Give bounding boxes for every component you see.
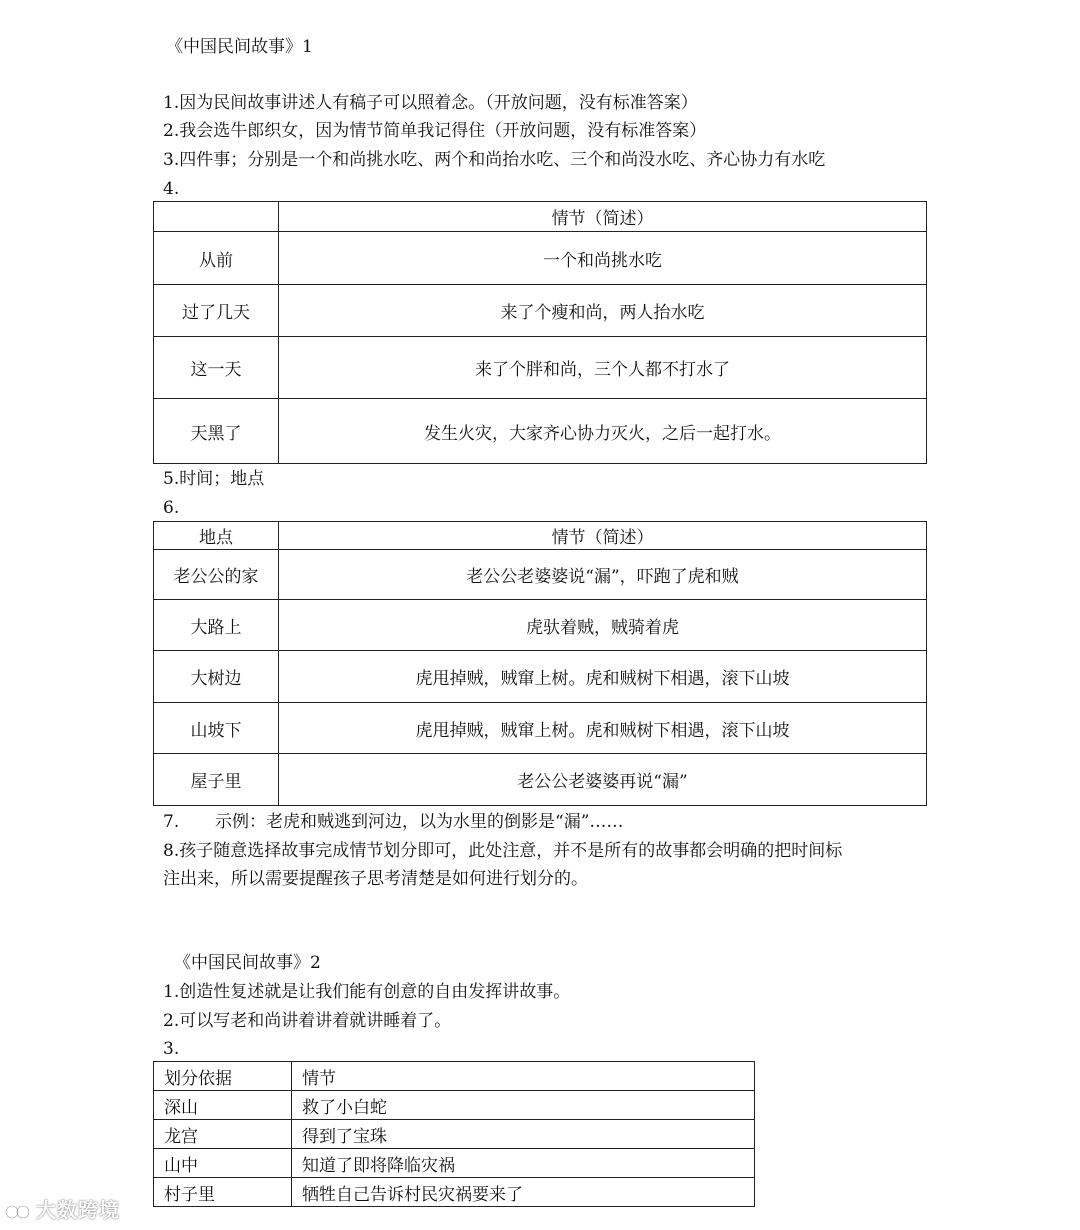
table-row	[154, 600, 927, 651]
table-row	[154, 232, 927, 285]
table-cell-plot: 发生火灾，大家齐心协力灭火，之后一起打水。	[279, 399, 927, 464]
table-header-cell: 地点	[154, 522, 279, 550]
table-cell-time: 天黑了	[154, 399, 279, 464]
table-cell-plot: 虎甩掉贼，贼窜上树。虎和贼树下相遇，滚下山坡	[279, 651, 927, 703]
plot-table-6	[153, 521, 927, 806]
table-header-cell: 情节	[292, 1062, 755, 1091]
answer-2-3-label: 3.	[163, 1039, 180, 1059]
answer-7: 示例：老虎和贼逃到河边，以为水里的倒影是“漏”……	[215, 812, 624, 832]
answer-6-label: 6.	[163, 498, 180, 518]
table-cell-plot: 牺牲自己告诉村民灾祸要来了	[292, 1178, 755, 1207]
watermark-logo-icon	[4, 1201, 32, 1223]
table-header-cell: 情节（简述）	[279, 522, 927, 550]
watermark	[4, 1194, 120, 1223]
table-row	[154, 1091, 755, 1120]
table-cell-time: 从前	[154, 232, 279, 285]
table-row	[154, 1149, 755, 1178]
table-header-cell	[154, 202, 279, 232]
table-cell-plot: 救了小白蛇	[292, 1091, 755, 1120]
table-cell-plot: 得到了宝珠	[292, 1120, 755, 1149]
table-cell-time: 这一天	[154, 337, 279, 399]
table-row	[154, 754, 927, 806]
table-header-row	[154, 202, 927, 232]
table-row	[154, 1178, 755, 1207]
answer-3: 3.四件事；分别是一个和尚挑水吃、两个和尚抬水吃、三个和尚没水吃、齐心协力有水吃	[163, 150, 826, 170]
table-cell-basis: 村子里	[154, 1178, 292, 1207]
table-cell-place: 老公公的家	[154, 550, 279, 600]
plot-table-4	[153, 201, 927, 464]
table-cell-plot: 来了个瘦和尚，两人抬水吃	[279, 285, 927, 337]
table-header-row	[154, 522, 927, 550]
answer-5: 5.时间；地点	[163, 469, 265, 489]
table-cell-basis: 龙宫	[154, 1120, 292, 1149]
table-row	[154, 550, 927, 600]
table-cell-basis: 山中	[154, 1149, 292, 1178]
table-cell-plot: 老公公老婆婆说“漏”，吓跑了虎和贼	[279, 550, 927, 600]
table-header-cell: 划分依据	[154, 1062, 292, 1091]
table-row	[154, 651, 927, 703]
division-table	[153, 1061, 755, 1207]
section1-title: 《中国民间故事》1	[166, 37, 313, 57]
table-row	[154, 337, 927, 399]
table-header-row	[154, 1062, 755, 1091]
table-row	[154, 285, 927, 337]
answer-1: 1.因为民间故事讲述人有稿子可以照着念。（开放问题，没有标准答案）	[163, 93, 698, 113]
table-cell-place: 屋子里	[154, 754, 279, 806]
table-cell-plot: 来了个胖和尚，三个人都不打水了	[279, 337, 927, 399]
table-row	[154, 1120, 755, 1149]
table-header-cell: 情节（简述）	[279, 202, 927, 232]
answer-2-1: 1.创造性复述就是让我们能有创意的自由发挥讲故事。	[163, 982, 571, 1002]
answer-8-line-1: 8.孩子随意选择故事完成情节划分即可，此处注意，并不是所有的故事都会明确的把时间标	[163, 841, 843, 861]
table-cell-basis: 深山	[154, 1091, 292, 1120]
table-cell-plot: 老公公老婆婆再说“漏”	[279, 754, 927, 806]
answer-2-2: 2.可以写老和尚讲着讲着就讲睡着了。	[163, 1011, 452, 1031]
watermark-text: 大数跨境	[36, 1198, 120, 1222]
table-cell-plot: 一个和尚挑水吃	[279, 232, 927, 285]
table-row	[154, 399, 927, 464]
table-cell-place: 大树边	[154, 651, 279, 703]
table-cell-time: 过了几天	[154, 285, 279, 337]
table-cell-place: 山坡下	[154, 703, 279, 754]
table-cell-plot: 虎甩掉贼，贼窜上树。虎和贼树下相遇，滚下山坡	[279, 703, 927, 754]
answer-7-number: 7.	[163, 812, 180, 832]
answer-2: 2.我会选牛郎织女，因为情节简单我记得住（开放问题，没有标准答案）	[163, 121, 707, 141]
table-cell-plot: 虎驮着贼，贼骑着虎	[279, 600, 927, 651]
table-row	[154, 703, 927, 754]
answer-4-label: 4.	[163, 179, 180, 199]
table-cell-plot: 知道了即将降临灾祸	[292, 1149, 755, 1178]
answer-8-line-2: 注出来，所以需要提醒孩子思考清楚是如何进行划分的。	[163, 869, 588, 889]
table-cell-place: 大路上	[154, 600, 279, 651]
section2-title: 《中国民间故事》2	[174, 953, 321, 973]
